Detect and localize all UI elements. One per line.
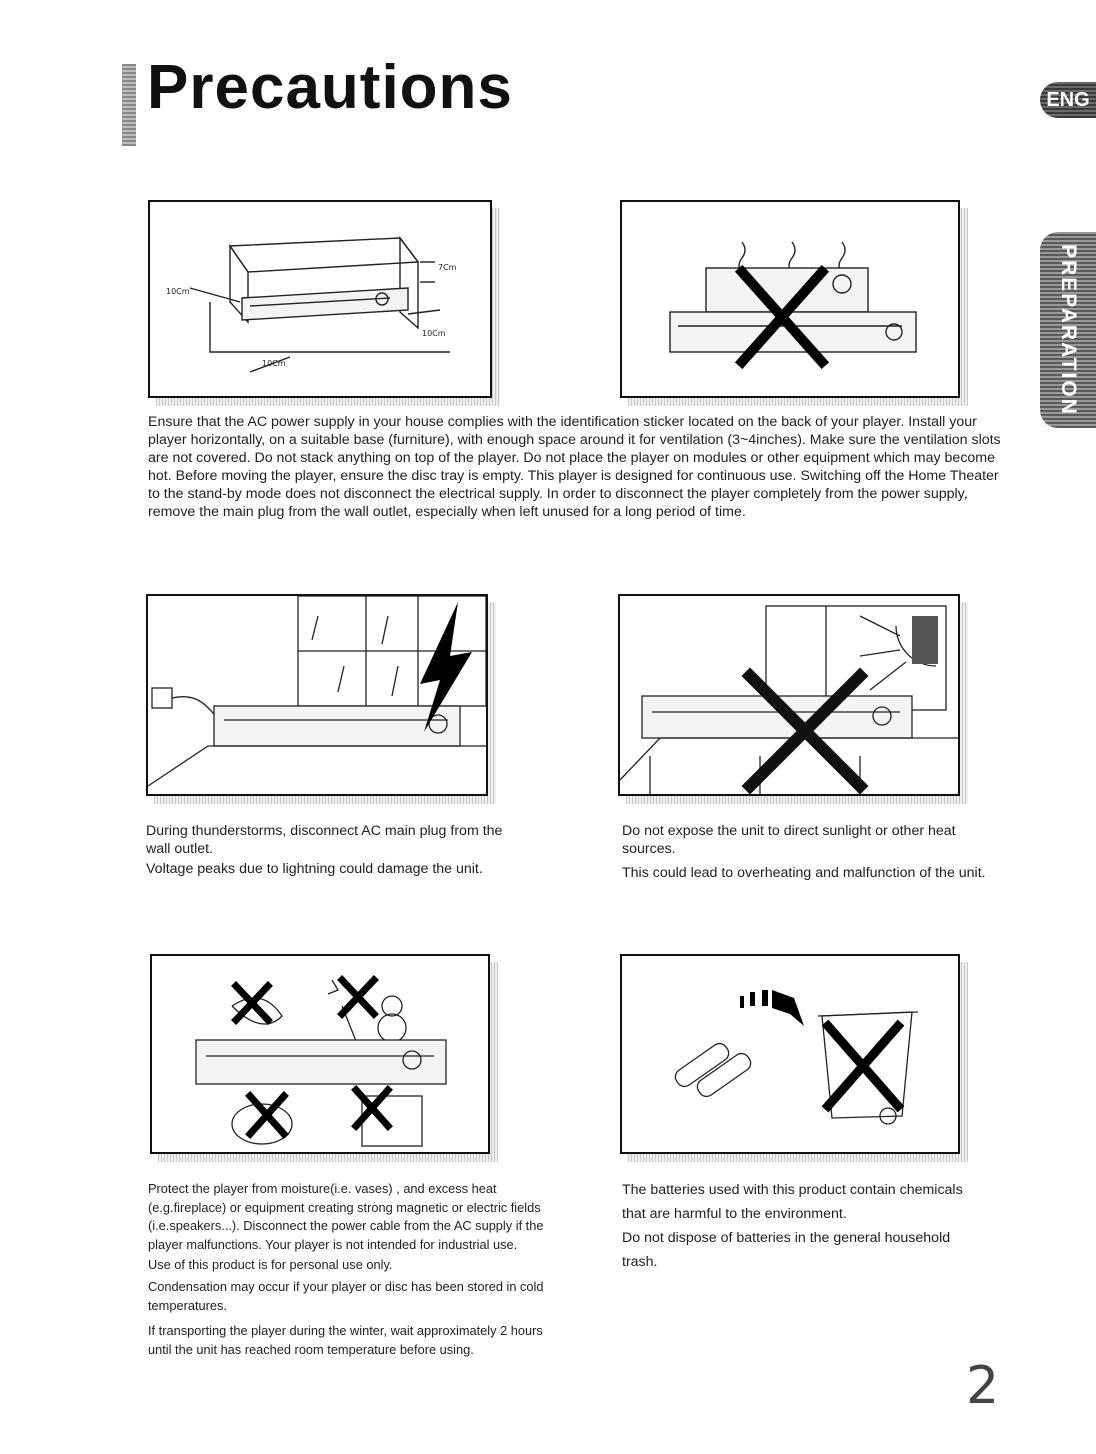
thunderstorm-text-2: Voltage peaks due to lightning could damage the unit. — [146, 861, 483, 877]
language-tab: ENG — [1040, 82, 1096, 118]
cabinet-top — [230, 238, 418, 272]
moisture-heat-illustration — [150, 954, 490, 1154]
moisture-heat-text-3: Condensation may occur if your player or disc has been stored in cold temperatures. — [148, 1279, 544, 1313]
section-tab-label: PREPARATION — [1057, 244, 1081, 416]
battery-disposal-illustration — [620, 954, 960, 1154]
player-unit — [214, 706, 460, 746]
player-unit — [196, 1040, 446, 1084]
title-accent-bar — [122, 64, 136, 146]
sunlight-drawing — [620, 596, 958, 794]
moisture-heat-text-2: Use of this product is for personal use only. — [148, 1257, 393, 1272]
power-ventilation-text: Ensure that the AC power supply in your house complies with the identification sticker located on the back of your player. Install your player horizontally, on a suitable base (furniture), with enough space around it for ventilation (3~4inches). Make sure the ventilation slots are not covered. Do not stack anything on top of the player. Do not place the player on modules or other equipment which may become hot. Before moving the player, ensure the disc tray is empty. This player is designed for continuous use. Switching off the Home Theater to the stand-by mode does not disconnect the electrical supply. In order to disconnect the player completely from the power supply, remove the main plug from the wall outlet, especially when left unused for a long period of time. — [148, 414, 1001, 520]
page-number: 2 — [966, 1356, 1000, 1416]
thunderstorm-illustration — [146, 594, 488, 796]
no-stacking-drawing — [622, 202, 958, 396]
dimension-label-right: 10Cm — [422, 329, 446, 338]
power-cord — [172, 697, 214, 714]
sunlight-illustration — [618, 594, 960, 796]
moisture-heat-text-4: If transporting the player during the winter, wait approximately 2 hours until the unit has reached room temperature before using. — [148, 1323, 543, 1357]
dimension-label-top: 7Cm — [438, 263, 457, 272]
thunderstorm-drawing — [148, 596, 486, 794]
battery-text-2: Do not dispose of batteries in the general household trash. — [622, 1230, 951, 1270]
sun-icon — [328, 980, 338, 994]
sunlight-text-2: This could lead to overheating and malfunction of the unit. — [622, 865, 986, 881]
section-tab — [1040, 232, 1096, 428]
moisture-heat-text-1: Protect the player from moisture(i.e. vases) , and excess heat (e.g.fireplace) or equipment creating strong magnetic or electric fields (i.e.speakers...). Disconnect the power cable from the AC supply if the player malfunctions. Your player is not intended for industrial use. — [148, 1181, 544, 1252]
throw-arrow-icon — [740, 990, 804, 1026]
placement-illustration — [148, 200, 492, 398]
no-stacking-illustration — [620, 200, 960, 398]
wall-outlet — [152, 688, 172, 708]
dimension-label-bottom: 10Cm — [262, 359, 286, 368]
snowman-icon — [382, 996, 402, 1016]
dimension-label-left: 10Cm — [166, 287, 190, 296]
placement-drawing — [150, 202, 490, 396]
sunlight-text-1: Do not expose the unit to direct sunlight or other heat sources. — [622, 823, 956, 857]
battery-text-1: The batteries used with this product contain chemicals that are harmful to the environment. — [622, 1182, 963, 1222]
page-title: Precautions — [147, 53, 513, 122]
battery-disposal-drawing — [622, 956, 958, 1152]
sun-glow — [912, 616, 938, 664]
thunderstorm-text-1: During thunderstorms, disconnect AC main plug from the wall outlet. — [146, 823, 503, 857]
prohibited-x-icon — [828, 1026, 898, 1106]
moisture-heat-drawing — [152, 956, 488, 1152]
